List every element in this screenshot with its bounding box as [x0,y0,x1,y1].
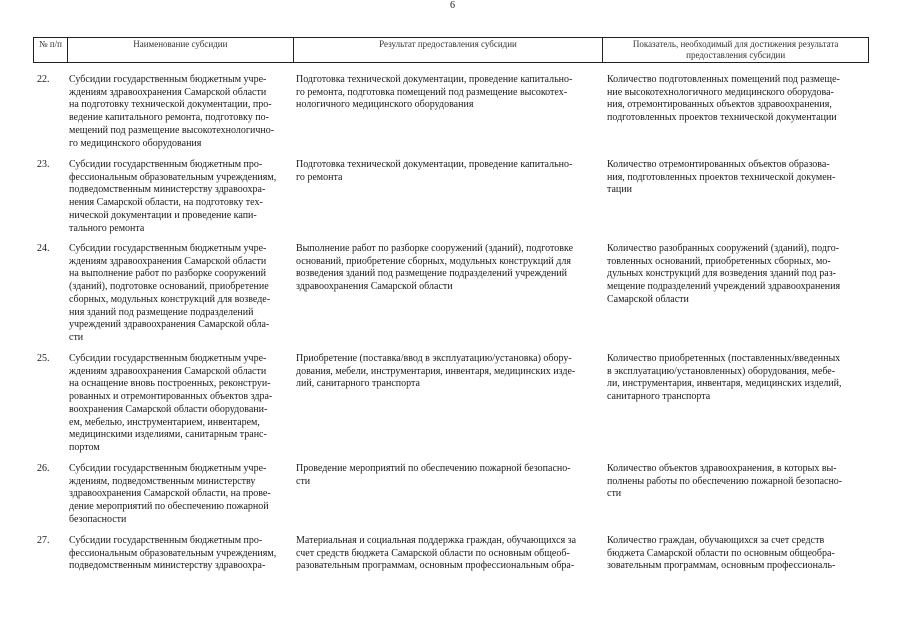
text-line: Количество подготовленных помещений под размеще- [607,74,840,85]
header-indicator: Показатель, необходимый для достижения результата предоставления субсидии [603,38,869,62]
text-line: сти [607,488,622,500]
row-number: 24. [37,243,50,254]
text-line: Количество объектов здравоохранения, в которых вы- [607,463,837,474]
text-line: рованных и отремонтированных объектов здра- [69,391,273,403]
text-line: в эксплуатацию/установленных) оборудования, мебе- [607,365,836,377]
text-line: Приобретение (поставка/ввод в эксплуатацию/установка) обору- [296,353,572,364]
subsidy-name [67,463,293,527]
text-line: тального ремонта [69,222,145,234]
text-line: ния, отремонтированных объектов здравоохранения, [607,99,832,111]
text-line: безопасности [69,513,127,525]
text-line: медицинскими изделиями, санитарным транс- [69,429,267,441]
subsidy-result [293,463,603,527]
text-line: счет средств бюджета Самарской области по основным общеоб- [296,547,570,559]
subsidy-name [67,243,293,345]
subsidy-result [293,159,603,235]
text-line: го ремонта, подготовка помещений под размещение высокотех- [296,86,568,98]
text-line: дульных конструкций для возведения зданий под раз- [607,268,836,280]
subsidy-result [293,74,603,150]
text-line: мещение подразделений учреждений здравоохранения [607,281,841,293]
result-indicator [603,74,869,150]
text-line: нологичного медицинского оборудования [296,99,474,111]
text-line: Субсидии государственным бюджетным про- [69,535,263,546]
header-num: № п/п [34,38,68,62]
row-number: 26. [37,463,50,474]
result-indicator [603,243,869,345]
text-line: Проведение мероприятий по обеспечению пожарной безопасно- [296,463,571,474]
text-line: Количество разобранных сооружений (зданий), подго- [607,243,840,254]
text-line: ния, подготовленных проектов технической докумен- [607,171,836,183]
header-result: Результат предоставления субсидии [294,38,604,62]
text-line: го ремонта [296,171,343,183]
text-line: возведения зданий под размещение подразделений учреждений [296,268,568,280]
text-line: нической документации и проведение капи- [69,209,257,221]
table-row [33,463,869,527]
text-line: бюджета Самарской области по основным общеобра- [607,547,835,559]
text-line: зовательным программам, основным профессиональ- [607,560,836,572]
text-line: Субсидии государственным бюджетным учре- [69,243,267,254]
text-line: Подготовка технической документации, проведение капитально- [296,159,573,170]
text-line: дования, мебели, инструментария, инвентаря, медицинских изде- [296,365,576,377]
text-line: разовательным программам, основным профессиональным обра- [296,560,575,572]
text-line: Субсидии государственным бюджетным про- [69,159,263,170]
text-line: Выполнение работ по разборке сооружений (зданий), подготовке [296,243,574,254]
text-line: фессиональным образовательным учреждениям, [69,547,277,559]
text-line: здравоохранения Самарской области, на прове- [69,488,271,500]
text-line: оснований, приобретение сборных, модульных конструкций для [296,255,571,267]
text-line: ем, мебелью, инструментарием, инвентарем, [69,416,260,428]
text-line: мещений под размещение высокотехнологично- [69,124,275,136]
text-line: портом [69,441,100,453]
text-line: ждениям здравоохранения Самарской области [69,86,267,98]
text-line: лий, санитарного транспорта [296,378,420,390]
text-line: на оснащение вновь построенных, реконструи- [69,378,271,390]
subsidy-name [67,74,293,150]
text-line: нения Самарской области, на подготовку тех- [69,197,263,209]
table-row [33,353,869,455]
text-line: учреждений здравоохранения Самарской обла- [69,319,270,331]
table-row [33,159,869,235]
text-line: подведомственным министерству здравоохра- [69,184,266,196]
header-name: Наименование субсидии [68,38,294,62]
subsidy-result [293,243,603,345]
text-line: Количество приобретенных (поставленных/введенных [607,353,841,364]
text-line: Подготовка технической документации, проведение капитально- [296,74,573,85]
row-number: 22. [37,74,50,85]
text-line: ли, инструментария, инвентаря, медицинских изделий, [607,378,842,390]
text-line: на выполнение работ по разборке сооружений [69,268,266,280]
row-number: 27. [37,535,50,546]
text-line: Самарской области [607,293,689,305]
text-line: ведение капитального ремонта, подготовку по- [69,112,269,124]
text-line: Количество отремонтированных объектов образова- [607,159,830,170]
text-line: Субсидии государственным бюджетным учре- [69,353,267,364]
row-number: 23. [37,159,50,170]
text-line: тации [607,184,632,196]
text-line: Субсидии государственным бюджетным учре- [69,74,267,85]
subsidy-name [67,353,293,455]
result-indicator [603,463,869,527]
result-indicator [603,159,869,235]
text-line: сти [69,331,84,343]
text-line: на подготовку технической документации, про- [69,99,272,111]
subsidy-name [67,535,293,573]
result-indicator [603,535,869,573]
table-row [33,74,869,150]
text-line: подготовленных проектов технической документации [607,112,837,124]
text-line: го медицинского оборудования [69,137,202,149]
subsidy-result [293,353,603,455]
table-header [33,37,869,63]
text-line: фессиональным образовательным учреждениям, [69,171,277,183]
subsidy-name [67,159,293,235]
table-row [33,243,869,345]
text-line: сборных, модульных конструкций для возведе- [69,293,271,305]
text-line: здравоохранения Самарской области [296,281,453,293]
text-line: ния зданий под размещение подразделений [69,306,254,318]
result-indicator [603,353,869,455]
row-number: 25. [37,353,50,364]
text-line: Субсидии государственным бюджетным учре- [69,463,267,474]
text-line: ние высокотехнологичного медицинского оборудова- [607,86,834,98]
text-line: подведомственным министерству здравоохра- [69,560,266,572]
subsidy-result [293,535,603,573]
text-line: ждениям здравоохранения Самарской области [69,255,267,267]
text-line: товленных оснований, приобретенных сборных, мо- [607,255,831,267]
text-line: сти [296,475,311,487]
text-line: полнены работы по обеспечению пожарной безопасно- [607,475,843,487]
page-number: 6 [450,0,455,11]
text-line: ждениям, подведомственным министерству [69,475,256,487]
text-line: Материальная и социальная поддержка граждан, обучающихся за [296,535,577,546]
text-line: дение мероприятий по обеспечению пожарной [69,501,269,513]
text-line: Количество граждан, обучающихся за счет средств [607,535,825,546]
table-row [33,535,869,573]
text-line: ждениям здравоохранения Самарской области [69,365,267,377]
text-line: (зданий), подготовке оснований, приобретение [69,281,269,293]
text-line: санитарного транспорта [607,391,711,403]
text-line: воохранения Самарской области оборудовани- [69,403,268,415]
